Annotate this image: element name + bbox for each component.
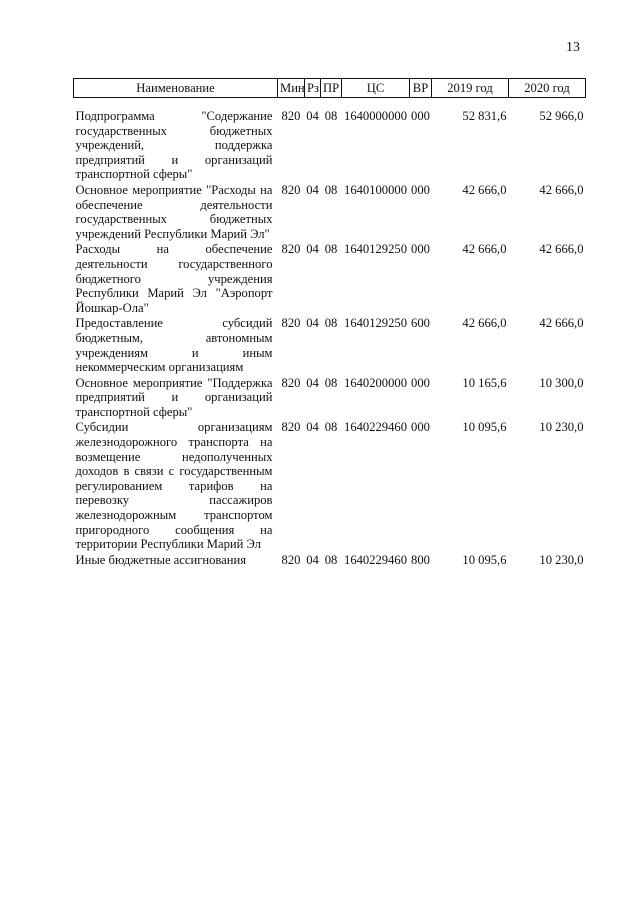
table-row [74,242,586,316]
row-name: Предоставление субсидий бюджетным, автономным учреждениям и иным некоммерческим организациям [75,316,273,375]
row-min: 820 [281,420,301,435]
row-rz: 04 [306,182,319,197]
header-name: Наименование [74,79,278,98]
row-rz: 04 [306,316,319,331]
row-cs: 1640100000 [344,182,407,197]
row-2020: 10 300,0 [539,375,584,390]
row-min: 820 [281,375,301,390]
row-name: Подпрограмма "Содержание государственных бюджетных учреждений, поддержка предприятий и организаций транспортной сферы" [75,109,273,182]
row-rz: 04 [306,375,319,390]
row-name: Основное мероприятие "Поддержка предприятий и организаций транспортной сферы" [75,375,273,419]
header-min: Мин [278,79,305,98]
row-vr: 800 [411,552,430,567]
row-vr: 000 [411,109,430,123]
row-cs: 1640000000 [344,109,407,123]
row-rz: 04 [306,420,319,435]
budget-table [73,78,586,568]
row-pr: 08 [324,242,338,257]
row-name: Субсидии организациям железнодорожного транспорта на возмещение недополученных доходов в связи с государственным регулированием тарифов на перевозку пассажиров железнодорожным транспортом пригородного сообщения на территории Республики Марий Эл [75,420,273,552]
row-min: 820 [281,552,301,567]
row-cs: 1640129250 [344,316,407,331]
row-2019: 42 666,0 [462,182,507,197]
row-pr: 08 [324,375,338,390]
table-header-row [74,79,586,98]
header-rz: Рз [305,79,321,98]
row-vr: 000 [411,182,430,197]
row-vr: 000 [411,420,430,435]
row-name: Основное мероприятие "Расходы на обеспечение деятельности государственных бюджетных учреждений Республики Марий Эл" [75,182,273,241]
row-2020: 52 966,0 [539,109,584,123]
row-cs: 1640229460 [344,420,407,435]
row-name: Расходы на обеспечение деятельности государственного бюджетного учреждения Республики Марий Эл "Аэропорт Йошкар-Ола" [75,242,273,315]
table-row [74,553,586,569]
page-number: 13 [566,40,580,55]
row-2019: 52 831,6 [462,109,507,123]
row-2020: 42 666,0 [539,316,584,331]
table-row [74,420,586,552]
row-min: 820 [281,316,301,331]
row-2019: 42 666,0 [462,316,507,331]
header-pr: ПР [321,79,342,98]
row-rz: 04 [306,552,319,567]
row-cs: 1640200000 [344,375,407,390]
row-min: 820 [281,182,301,197]
row-min: 820 [281,109,301,123]
row-pr: 08 [324,316,338,331]
row-rz: 04 [306,242,319,257]
row-vr: 000 [411,375,430,390]
row-2020: 10 230,0 [539,420,584,435]
row-rz: 04 [306,109,319,123]
table-row [74,98,586,183]
row-2020: 42 666,0 [539,182,584,197]
row-pr: 08 [324,420,338,435]
row-min: 820 [281,242,301,257]
header-cs: ЦС [342,79,410,98]
row-2019: 42 666,0 [462,242,507,257]
table-row [74,183,586,242]
row-cs: 1640129250 [344,242,407,257]
row-pr: 08 [324,552,338,567]
row-cs: 1640229460 [344,552,407,567]
header-2019: 2019 год [432,79,509,98]
row-pr: 08 [324,182,338,197]
row-2019: 10 095,6 [462,420,507,435]
row-pr: 08 [324,109,338,123]
row-2020: 10 230,0 [539,552,584,567]
row-vr: 600 [411,316,430,331]
header-2020: 2020 год [509,79,586,98]
header-vr: ВР [410,79,432,98]
row-2020: 42 666,0 [539,242,584,257]
row-2019: 10 095,6 [462,552,507,567]
row-name: Иные бюджетные ассигнования [75,552,247,567]
table-row [74,316,586,375]
row-vr: 000 [411,242,430,257]
table-row [74,376,586,421]
row-2019: 10 165,6 [462,375,507,390]
